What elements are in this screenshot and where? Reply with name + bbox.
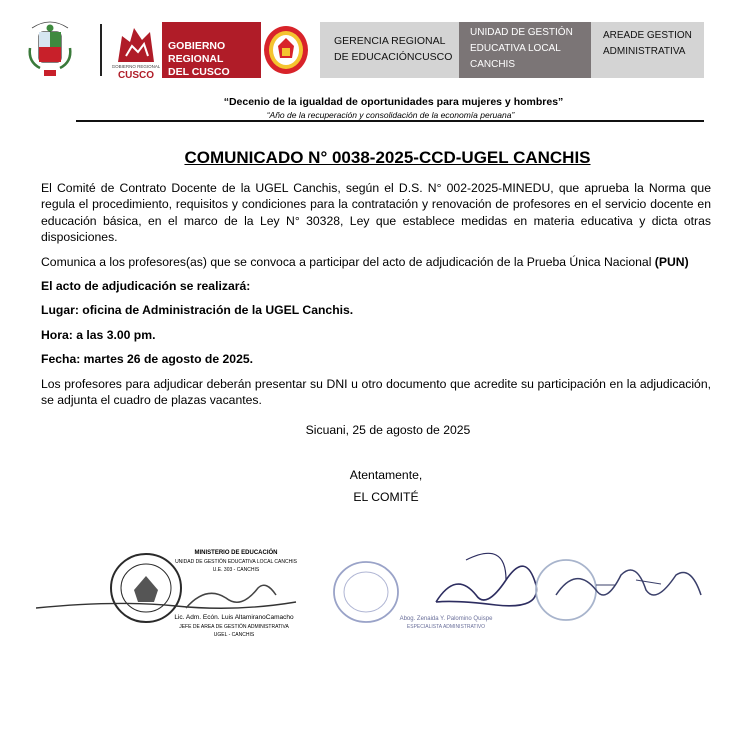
stamp-1 <box>36 548 298 638</box>
stamp1-line-1: MINISTERIO DE EDUCACIÓN <box>194 550 278 556</box>
gobierno-line-3: DEL CUSCO <box>168 66 230 78</box>
letterhead <box>0 0 747 90</box>
svg-text:GOBIERNO REGIONAL: GOBIERNO REGIONAL <box>112 64 160 69</box>
decade-motto: “Decenio de la igualdad de oportunidades para mujeres y hombres” <box>223 96 564 108</box>
signer1-name: Lic. Adm. Ecón. Luis AltamiranoCamacho <box>174 614 294 621</box>
lugar-line: Lugar: oficina de Administración de la UGEL Canchis. <box>41 303 354 318</box>
closing-line: Atentamente, <box>349 467 423 482</box>
requirements-paragraph: Los profesores para adjudicar deberán presentar su DNI u otro documento que acredite su participación en la adjudicación, se adjunta el cuadro de plazas vacantes. <box>41 376 711 408</box>
education-seal-icon <box>262 24 310 76</box>
stamp-3 <box>536 560 701 620</box>
cusco-label: CUSCO <box>117 70 155 80</box>
signer2-name: Abog. Zenaida Y. Palomino Quispe <box>399 616 493 622</box>
pun-label: (PUN) <box>654 254 689 269</box>
signer1-role: JEFE DE AREA DE GESTIÓN ADMINISTRATIVA <box>179 624 289 630</box>
act-line: El acto de adjudicación se realizará: <box>41 279 251 294</box>
year-motto: “Año de la recuperación y consolidación de la economía peruana” <box>266 110 515 120</box>
hora-line: Hora: a las 3.00 pm. <box>41 327 156 342</box>
gobierno-line-1: GOBIERNO <box>168 40 226 52</box>
signer2-role: ESPECIALISTA ADMINISTRATIVO <box>406 624 486 630</box>
box2-line-3: CANCHIS <box>470 59 516 70</box>
area-gestion-box <box>591 22 704 78</box>
fecha-line: Fecha: martes 26 de agosto de 2025. <box>41 352 254 367</box>
box2-line-2: EDUCATIVA LOCAL <box>470 43 561 54</box>
box2-line-1: UNIDAD DE GESTIÓN <box>470 27 573 38</box>
document-body <box>41 180 711 506</box>
announcement-paragraph <box>41 254 711 270</box>
box3-line-2: ADMINISTRATIVA <box>603 46 686 57</box>
signer1-unit: UGEL - CANCHIS <box>213 632 255 638</box>
announcement-text: Comunica a los profesores(as) que se convoca a participar del acto de adjudicación de la Prueba Única Nacional <box>41 254 655 269</box>
gerencia-regional-box <box>320 22 459 78</box>
stamp-2 <box>334 553 537 630</box>
signatory-line: EL COMITÉ <box>353 490 419 505</box>
header-rule <box>76 120 704 122</box>
box1-line-1: GERENCIA REGIONAL <box>334 35 446 47</box>
header-divider <box>100 24 102 76</box>
ugel-box <box>459 22 591 78</box>
stamp1-line-3: U.E. 303 - CANCHIS <box>212 567 260 573</box>
box3-line-1: AREADE GESTION <box>603 30 692 41</box>
gobierno-line-2: REGIONAL <box>168 53 224 65</box>
cusco-region-logo-icon <box>112 22 160 80</box>
box1-line-2: DE EDUCACIÓNCUSCO <box>334 51 453 63</box>
place-date: Sicuani, 25 de agosto de 2025 <box>305 423 471 438</box>
stamp1-line-2: UNIDAD DE GESTIÓN EDUCATIVA LOCAL CANCHIS <box>175 559 297 565</box>
intro-paragraph: El Comité de Contrato Docente de la UGEL Canchis, según el D.S. N° 002-2025-MINEDU, que aprueba la Norma que regula el procedimiento, requisitos y condiciones para la contratación y renovación de profesores en el servicio docente en educación básica, en el marco de la Ley N° 30328, Ley que establece medidas en materia educativa y dicta otras disposiciones. <box>41 181 711 245</box>
gobierno-regional-box <box>162 22 261 78</box>
peru-coat-of-arms-icon <box>26 18 74 80</box>
document-title: COMUNICADO N° 0038-2025-CCD-UGEL CANCHIS <box>184 148 591 167</box>
signatures-block <box>36 540 716 645</box>
